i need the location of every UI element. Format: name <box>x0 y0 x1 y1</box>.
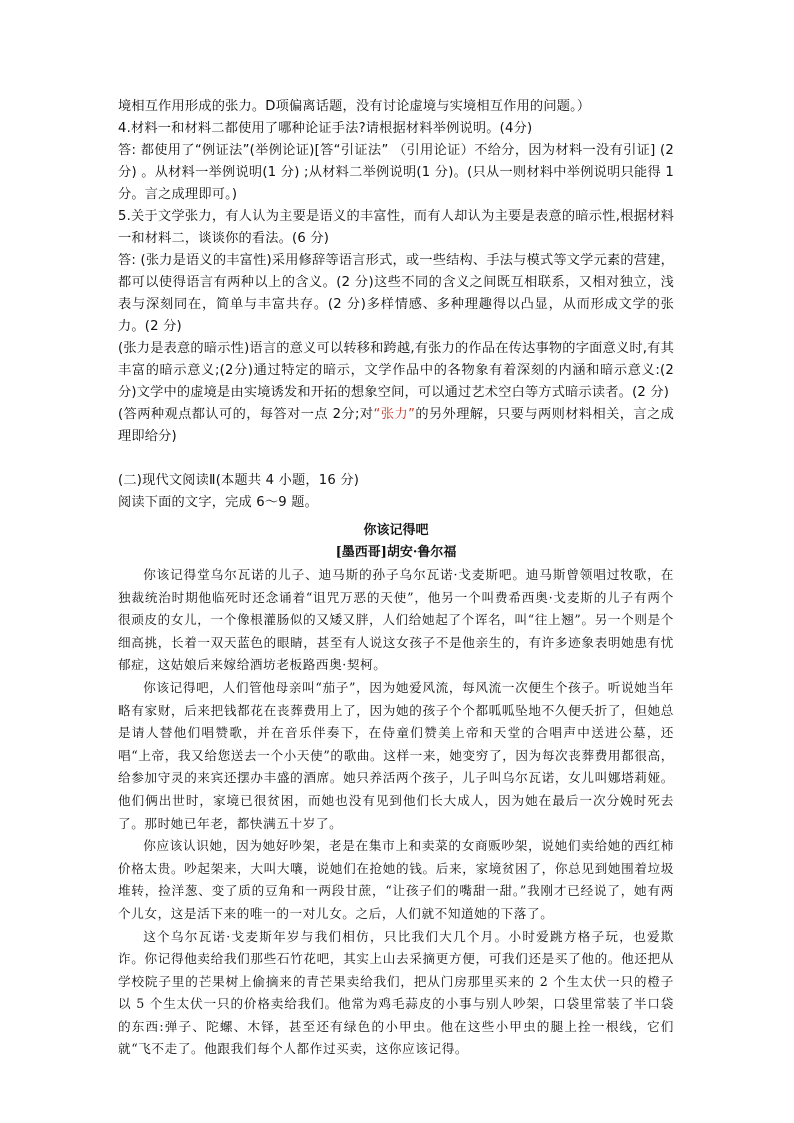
section-2-heading: (二)现代文阅读Ⅱ(本题共 4 小题，16 分) <box>118 473 360 488</box>
story-paragraph: 你该记得堂乌尔瓦诺的儿子、迪马斯的孙子乌尔瓦诺·戈麦斯吧。迪马斯曾领唱过牧歌，在独裁统治时期他临死时还念诵着“诅咒万恶的天使”，他另一个叫费希西奥·戈麦斯的儿子有两个很顽皮的女儿，一个像根灌肠似的又矮又胖，人们给她起了个诨名，叫“往上翘”。另一个则是个细高挑，长着一双天蓝色的眼睛，甚至有人说这女孩子不是他亲生的，有许多迹象表明她患有忧郁症，这姑娘后来嫁给酒坊老板路西奥·契柯。 <box>118 567 674 673</box>
section-gap <box>118 448 674 470</box>
note-highlight: “张力” <box>373 407 416 422</box>
note-text-b: 的另外理解，只要与两则材料相关，言之成理即给分) <box>118 407 674 444</box>
document-page <box>118 96 674 1061</box>
answer-3-tail: 境相互作用形成的张力。D项偏离话题，没有讨论虚境与实境相互作用的问题。） <box>118 99 591 114</box>
answer-4: 答: 都使用了“例证法”(举例论证)[答“引证法” （引用论证）不给分，因为材料一没有引证] (2分) 。从材料一举例说明(1 分) ;从材料二举例说明(1 分)。(只从一则材料中举例说明只能得 1分。言之成理即可。) <box>118 143 674 202</box>
note-text-a: (答两种观点都认可的，每答对一点 2分;对 <box>118 407 374 422</box>
answer-5-view-2: (张力是表意的暗示性)语言的意义可以转移和跨越,有张力的作品在传达事物的字面意义时,有其丰富的暗示意义;(2分)通过特定的暗示，文学作品中的各物象有着深刻的内涵和暗示意义:(2分)文学中的虚境是由实境诱发和开拓的想象空间，可以通过艺术空白等方式暗示读者。(2 分) <box>118 341 674 400</box>
question-5: 5.关于文学张力，有人认为主要是语义的丰富性，而有人却认为主要是表意的暗示性,根据材料一和材料二，谈谈你的看法。(6 分) <box>118 209 674 246</box>
story-paragraph: 你该记得吧，人们管他母亲叫“茄子”，因为她爱风流，每风流一次便生个孩子。听说她当年略有家财，后来把钱都花在丧葬费用上了，因为她的孩子个个都呱呱坠地不久便夭折了，但她总是请人替他们唱赞歌，并在音乐伴奏下，在侍童们赞美上帝和天堂的合唱声中送进公墓，还唱“上帝，我又给您送去一个小天使”的歌曲。这样一来，她变穷了，因为每次丧葬费用都很高，给参加守灵的来宾还摆办丰盛的酒席。她只养活两个孩子，儿子叫乌尔瓦诺，女儿叫娜塔莉娅。他们俩出世时，家境已很贫困，而她也没有见到他们长大成人，因为她在最后一次分娩时死去了。那时她已年老，都快满五十岁了。 <box>118 679 674 831</box>
section-2-instruction: 阅读下面的文字，完成 6～9 题。 <box>118 495 319 510</box>
question-4: 4.材料一和材料二都使用了哪种论证手法?请根据材料举例说明。(4分) <box>118 121 533 136</box>
story-paragraph: 这个乌尔瓦诺·戈麦斯年岁与我们相仿，只比我们大几个月。小时爱跳方格子玩，也爱欺诈。你记得他卖给我们那些石竹花吧，其实上山去采摘更方便，可我们还是买了他的。他还把从学校院子里的芒果树上偷摘来的青芒果卖给我们，把从门房那里买来的 2 个生太伏一只的橙子以 5 个生太伏一只的价格卖给我们。他常为鸡毛蒜皮的小事与别人吵架，口袋里常装了半口袋的东西:弹子、陀螺、木铎，甚至还有绿色的小甲虫。他在这些小甲虫的腿上拴一根线，它们就“飞不走了。他跟我们每个人都作过买卖，这你应该记得。 <box>118 928 674 1057</box>
story-title: 你该记得吧 <box>363 523 429 538</box>
answer-5-view-1: 答: (张力是语义的丰富性)采用修辞等语言形式，或一些结构、手法与模式等文学元素的营建，都可以使得语言有两种以上的含义。(2 分)这些不同的含义之间既互相联系，又相对独立，浅表与深刻同在，简单与丰富共存。(2 分)多样情感、多种理趣得以凸显，从而形成文学的张力。(2 分) <box>118 253 674 334</box>
story-paragraph: 你应该认识她，因为她好吵架，老是在集市上和卖菜的女商贩吵架，说她们卖给她的西红柿价格太贵。吵起架来，大叫大嚷，说她们在抢她的钱。后来，家境贫困了，你总见到她围着垃圾堆转，捡洋葱、变了质的豆角和一两段甘蔗，“让孩子们的嘴甜一甜。”我刚才已经说了，她有两个儿女，这是活下来的唯一的一对儿女。之后，人们就不知道她的下落了。 <box>118 838 674 921</box>
story-author: [墨西哥]胡安·鲁尔福 <box>335 545 457 560</box>
answer-5-note <box>118 404 674 448</box>
